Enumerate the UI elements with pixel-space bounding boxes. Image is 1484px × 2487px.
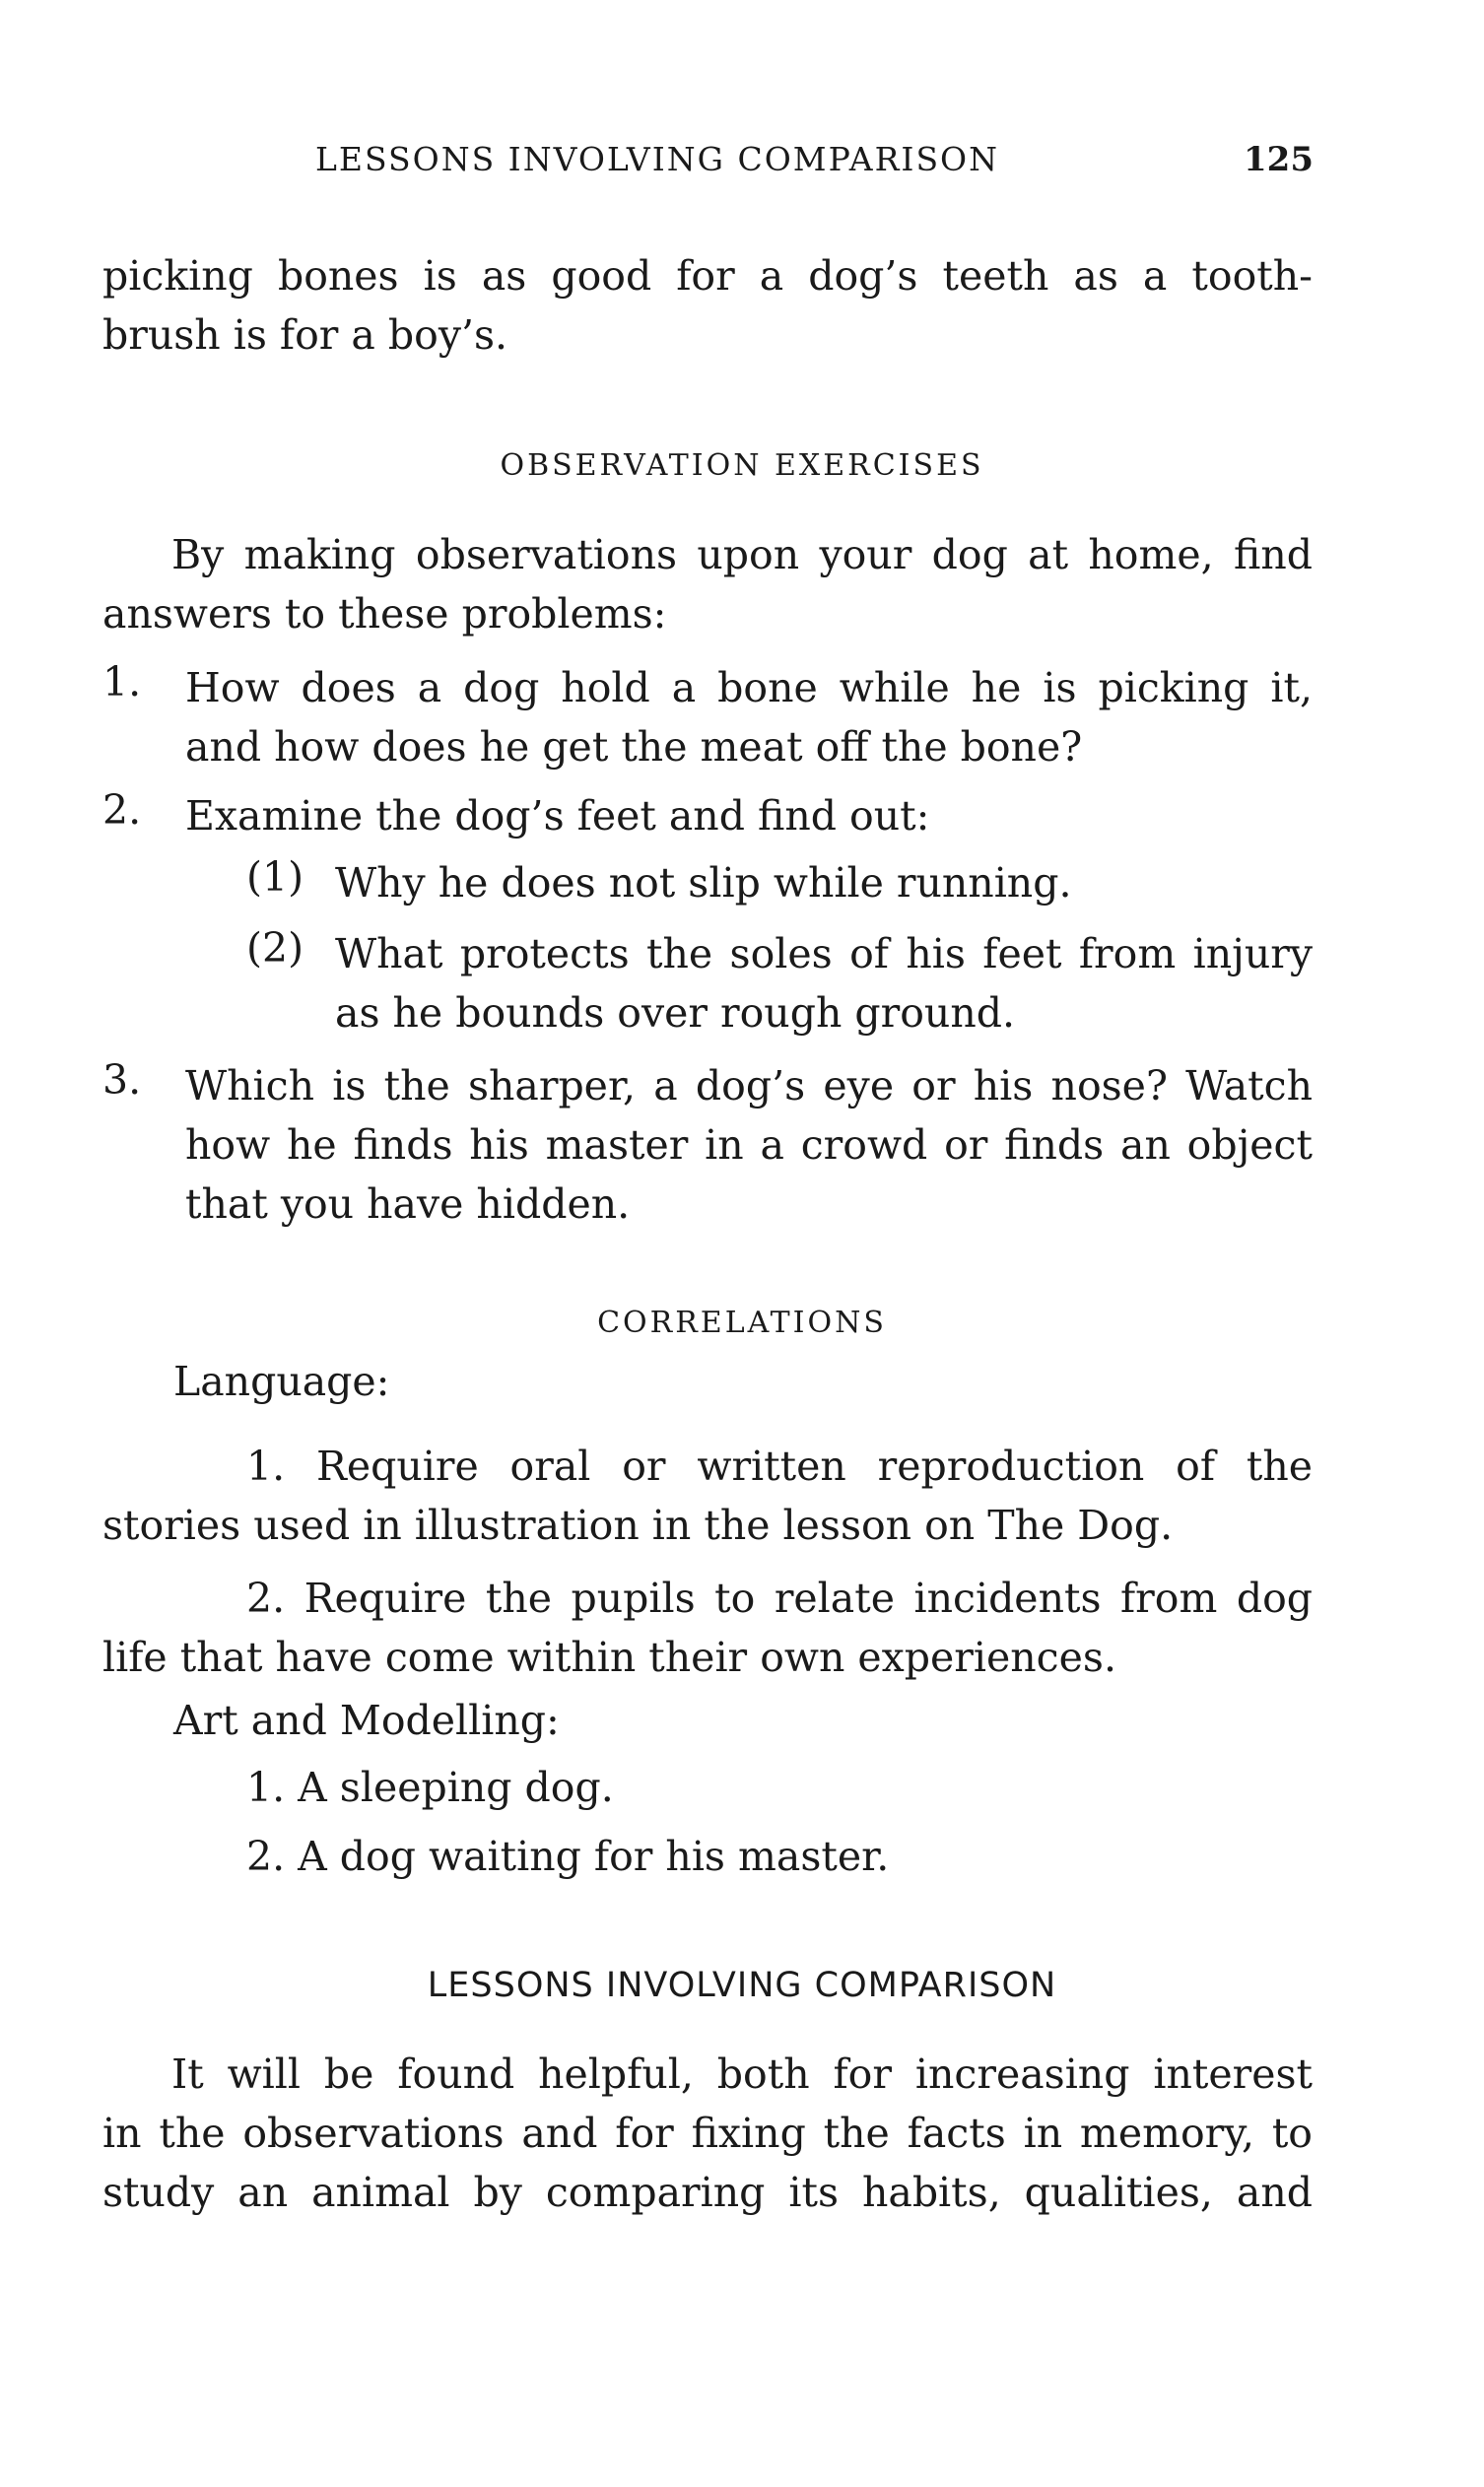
observation-item-1 xyxy=(185,658,1313,776)
text-line: By making observations upon your dog at home, find xyxy=(171,531,1313,578)
subitem-number: (1) xyxy=(246,853,304,901)
art-item-2: 2. A dog waiting for his master. xyxy=(246,1833,890,1880)
text-line: 2. Require the pupils to relate incidents from dog xyxy=(246,1575,1313,1622)
observation-subitem-1 xyxy=(335,853,1313,912)
language-item-1 xyxy=(102,1437,1313,1555)
observation-intro xyxy=(102,525,1313,643)
text-line: Which is the sharper, a dog’s eye or his nose? Watch xyxy=(185,1062,1313,1109)
section-heading-correlations: CORRELATIONS xyxy=(597,1306,887,1340)
art-label: Art and Modelling: xyxy=(173,1697,560,1744)
continuation-paragraph xyxy=(102,246,1313,365)
observation-item-3 xyxy=(185,1056,1313,1234)
text-line: answers to these problems: xyxy=(102,590,667,638)
text-line: What protects the soles of his feet from injury xyxy=(335,930,1313,977)
observation-item-2 xyxy=(185,786,1313,845)
text-line: how he finds his master in a crowd or finds an object xyxy=(185,1121,1313,1169)
text-line: that you have hidden. xyxy=(185,1180,631,1228)
language-item-2 xyxy=(102,1569,1313,1687)
section-heading-comparison: LESSONS INVOLVING COMPARISON xyxy=(427,1966,1057,2005)
comparison-paragraph xyxy=(102,2045,1313,2222)
language-label: Language: xyxy=(173,1358,390,1405)
text-line: brush is for a boy’s. xyxy=(102,311,508,359)
text-line: picking bones is as good for a dog’s teeth as a tooth- xyxy=(102,252,1313,300)
art-item-1: 1. A sleeping dog. xyxy=(246,1764,614,1811)
observation-subitem-2 xyxy=(335,924,1313,1042)
running-head: LESSONS INVOLVING COMPARISON xyxy=(315,140,999,178)
text-line: life that have come within their own experiences. xyxy=(102,1634,1116,1681)
section-heading-observation: OBSERVATION EXERCISES xyxy=(500,448,984,483)
text-line: How does a dog hold a bone while he is picking it, xyxy=(185,664,1313,711)
text-line: It will be found helpful, both for increasing interest xyxy=(171,2050,1313,2098)
item-number: 1. xyxy=(102,658,142,706)
item-number: 2. xyxy=(102,786,142,834)
text-line: 1. Require oral or written reproduction of the xyxy=(246,1443,1313,1490)
page-number: 125 xyxy=(1244,140,1314,179)
subitem-number: (2) xyxy=(246,924,304,972)
text-line: in the observations and for fixing the facts in memory, to xyxy=(102,2110,1313,2157)
text-line: Examine the dog’s feet and find out: xyxy=(185,792,930,840)
text-line: and how does he get the meat off the bone? xyxy=(185,723,1083,771)
text-line: study an animal by comparing its habits, qualities, and xyxy=(102,2169,1313,2216)
text-line: Why he does not slip while running. xyxy=(335,859,1072,907)
item-number: 3. xyxy=(102,1056,142,1104)
text-line: as he bounds over rough ground. xyxy=(335,989,1016,1037)
text-line: stories used in illustration in the lesson on The Dog. xyxy=(102,1502,1174,1549)
